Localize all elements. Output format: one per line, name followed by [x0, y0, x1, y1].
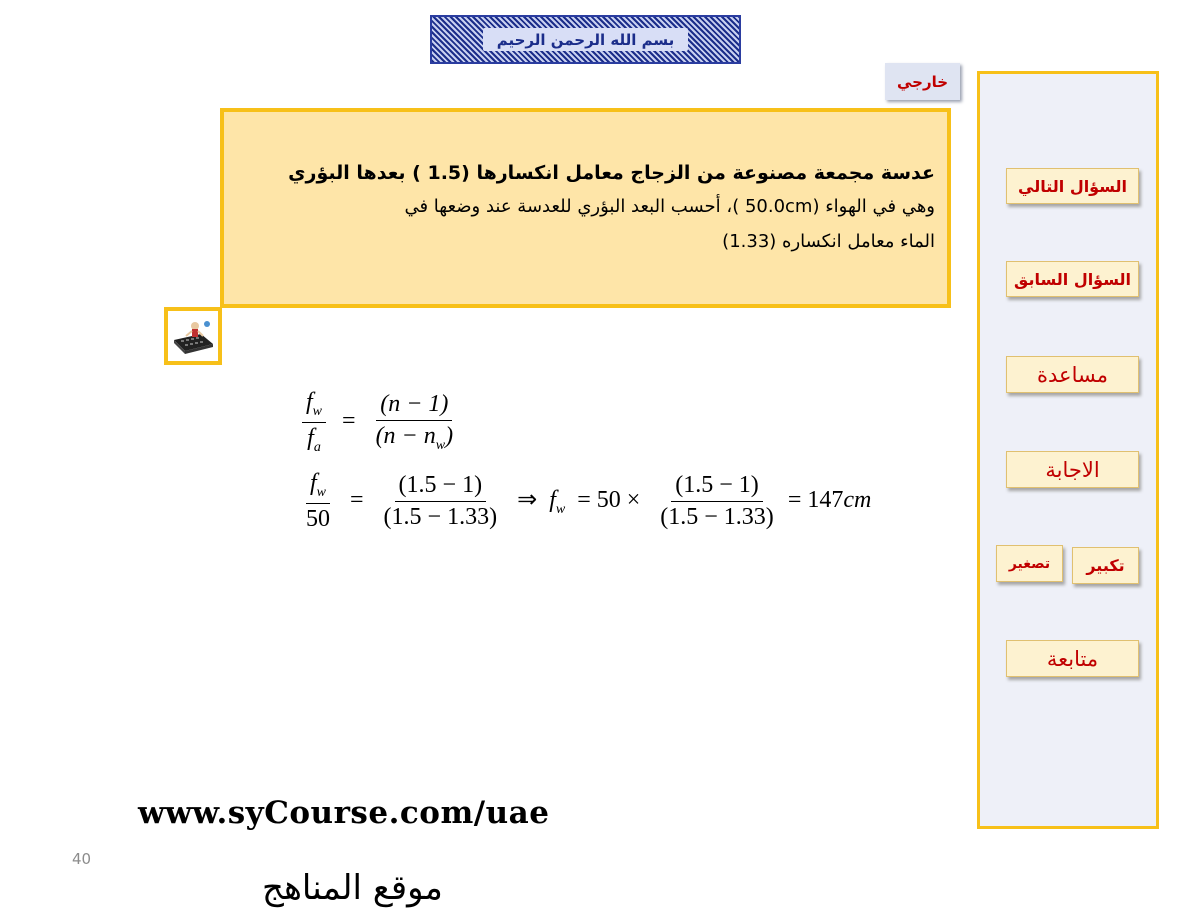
equals-sign: = [342, 407, 356, 434]
site-name: موقع المناهج [262, 868, 443, 908]
fraction-denominator: $(n - n_w)$ [375, 422, 454, 453]
equation-solution [298, 470, 871, 533]
page-number: 40 [72, 850, 92, 868]
fraction-numerator: $f_w$ [306, 470, 330, 504]
fraction-fw-fa [302, 389, 326, 456]
media-icon-box[interactable] [164, 307, 222, 365]
result-unit: cm [843, 486, 872, 513]
question-line-3: الماء معامل انكساره (1.33) [722, 231, 935, 252]
question-line-2: وهي في الهواء (50.0cm )، أحسب البعد البؤري للعدسة عند وضعها في [404, 196, 935, 217]
zoom-out-button[interactable]: تصغير [996, 545, 1063, 582]
fraction-numerator: $f_w$ [302, 389, 326, 423]
fraction-denominator: (1.5 − 1.33) [383, 503, 498, 530]
fraction-denominator: $f_a$ [307, 424, 321, 455]
banner-label-box [483, 28, 689, 51]
bismillah-banner [430, 15, 741, 64]
next-question-button[interactable]: السؤال التالي [1006, 168, 1139, 204]
implies-arrow: ⇒ [517, 486, 538, 513]
fraction-fw-50 [302, 470, 334, 533]
help-button[interactable]: مساعدة [1006, 356, 1139, 393]
equals-fifty-times: = 50 × [577, 486, 641, 513]
fw-symbol: $f_w$ [549, 486, 566, 517]
question-line-1: عدسة مجمعة مصنوعة من الزجاج معامل انكسارها (1.5 ) بعدها البؤري [288, 162, 935, 184]
equation-ratio [298, 389, 461, 456]
fraction-numerator: (1.5 − 1) [671, 472, 763, 502]
website-url[interactable]: www.syCourse.com/uae [138, 795, 550, 831]
keyboard-icon [171, 316, 215, 356]
answer-button[interactable]: الاجابة [1006, 451, 1139, 488]
exit-button[interactable]: خارجي [885, 63, 960, 100]
equals-sign: = [350, 486, 364, 513]
zoom-in-button[interactable]: تكبير [1072, 547, 1139, 584]
previous-question-button[interactable]: السؤال السابق [1006, 261, 1139, 297]
fraction-numerator: (n − 1) [376, 391, 452, 421]
question-box [220, 108, 951, 308]
fraction-values-2 [656, 472, 778, 531]
fraction-denominator: 50 [306, 505, 330, 532]
banner-text: بسم الله الرحمن الرحيم [496, 31, 675, 49]
result-value: = 147 [787, 486, 844, 513]
continue-button[interactable]: متابعة [1006, 640, 1139, 677]
fraction-values-1 [380, 472, 502, 531]
fraction-denominator: (1.5 − 1.33) [660, 503, 774, 530]
fraction-numerator: (1.5 − 1) [395, 472, 487, 502]
fraction-refractive [372, 391, 458, 454]
question-text [235, 157, 935, 259]
